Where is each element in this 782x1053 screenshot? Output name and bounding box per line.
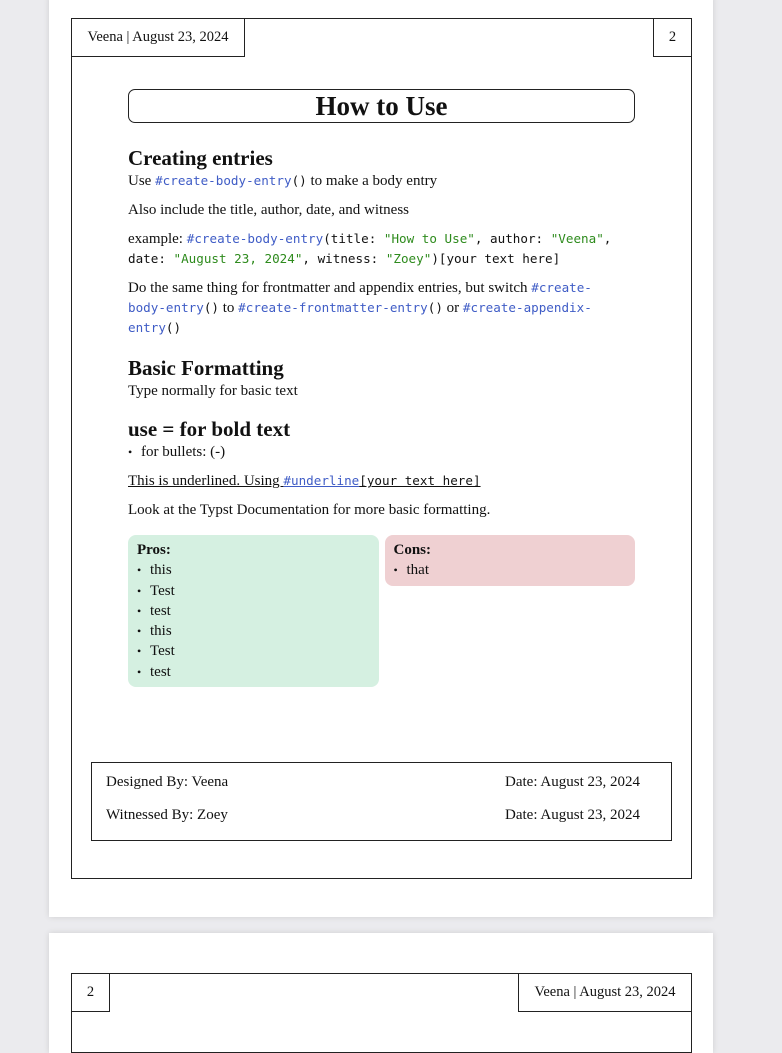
- signature-box: [91, 762, 672, 841]
- cons-box: [385, 535, 636, 585]
- pros-item: • test: [137, 601, 370, 621]
- pros-item: • test: [137, 662, 370, 682]
- witnessed-by: Witnessed By: Zoey: [106, 807, 228, 823]
- cons-item: • that: [394, 560, 627, 580]
- header-page-number: 2: [653, 18, 692, 57]
- pros-title: Pros:: [137, 542, 171, 559]
- paragraph-basic: Type normally for basic text: [128, 383, 298, 399]
- pros-item: • Test: [137, 641, 370, 661]
- next-header-author-date: Veena | August 23, 2024: [518, 973, 692, 1012]
- code-function: #create-body-entry: [155, 173, 292, 188]
- header-author-date: Veena | August 23, 2024: [71, 18, 245, 57]
- paragraph-use: Use #create-body-entry() to make a body entry: [128, 173, 438, 189]
- paragraph-docs: Look at the Typst Documentation for more basic formatting.: [128, 502, 491, 519]
- bold-heading: use = for bold text: [128, 417, 291, 441]
- entry-title: How to Use: [128, 89, 635, 123]
- entry-content: [128, 89, 635, 687]
- section-heading-formatting: Basic Formatting: [128, 356, 284, 380]
- witnessed-date: Date: August 23, 2024: [505, 807, 640, 823]
- pros-item: • Test: [137, 581, 370, 601]
- section-heading-creating: Creating entries: [128, 146, 273, 170]
- paragraph-switch: Do the same thing for frontmatter and appendix entries, but switch #create- body-entry() to #create-frontmatter-entry() or #create-appendix- entry(): [128, 280, 592, 335]
- pros-box: [128, 535, 379, 687]
- next-header-page-number: 2: [71, 973, 110, 1012]
- designed-date: Date: August 23, 2024: [505, 774, 640, 790]
- paragraph-underline: This is underlined. Using #underline[your text here]: [128, 473, 481, 490]
- paragraph-example: example: #create-body-entry(title: "How to Use", author: "Veena", date: "August 23, 2024", witness: "Zoey")[your text here]: [128, 231, 612, 266]
- bullet-list: [128, 442, 635, 462]
- pros-item: • this: [137, 560, 370, 580]
- paragraph-include: Also include the title, author, date, and witness: [128, 202, 410, 218]
- pros-cons: [128, 535, 635, 687]
- list-item: • for bullets: (-): [128, 442, 635, 462]
- designed-by: Designed By: Veena: [106, 774, 229, 790]
- cons-title: Cons:: [393, 542, 432, 559]
- pros-item: • this: [137, 621, 370, 641]
